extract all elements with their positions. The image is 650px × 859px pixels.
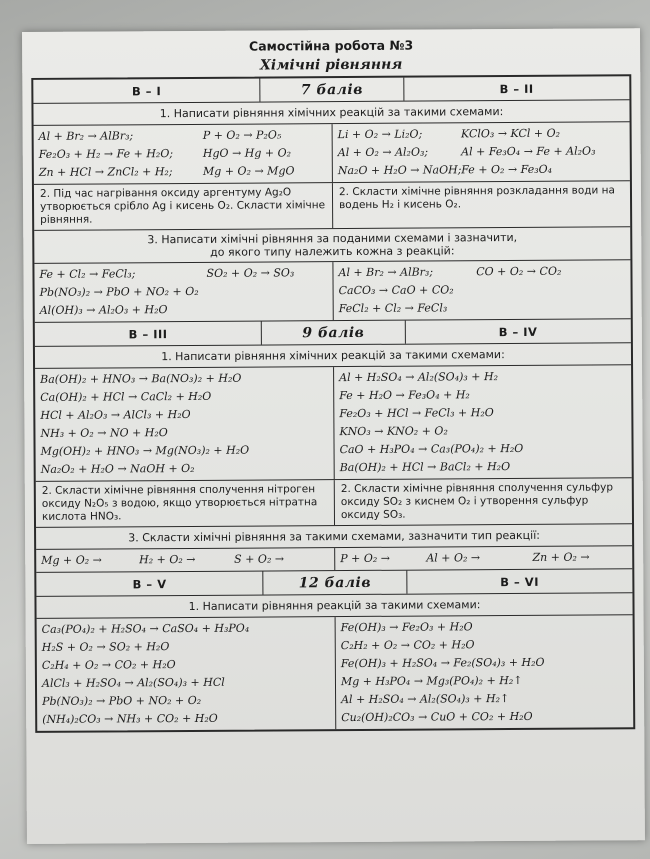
equation: Mg(OH)₂ + HNO₃ → Mg(NO₃)₂ + H₂O [40,443,250,458]
equation: Fe₂O₃ + H₂ → Fe + H₂O; [38,147,174,161]
equation: Pb(NO₃)₂ → PbO + NO₂ + O₂ [42,693,202,708]
task2-text-left: 2. Під час нагрівання оксиду аргентуму Ag₂O утворюється срібло Ag і кисень O₂. Скласти хімічне рівняння. [39,186,326,226]
equation [207,282,328,301]
task3-title [34,227,630,263]
equation: Fe + H₂O → Fe₃O₄ + H₂ [339,388,470,403]
equation: P + O₂ → P₂O₅ [202,128,282,142]
equation: Al + H₂SO₄ → Al₂(SO₄)₃ + H₂↑ [341,692,510,707]
equation: SO₂ + O₂ → SO₃ [206,266,295,280]
equation: Fe(OH)₃ → Fe₂O₃ + H₂O [340,620,473,635]
task2-row [36,478,632,528]
equation: Pb(NO₃)₂ → PbO + NO₂ + O₂ [39,284,199,299]
task3-title-row [34,227,630,264]
task-title: 1. Написати рівняння хімічних реакцій за такими схемами: [161,348,505,364]
page-subtitle: Хімічні рівняння [259,56,403,74]
equation: Ba(OH)₂ + HNO₃ → Ba(NO₃)₂ + H₂O [40,371,242,386]
equations-right [333,365,632,479]
equation: Ca(OH)₂ + HCl → CaCl₂ + H₂O [40,389,212,404]
equation: Al + Br₂ → AlBr₃; [338,265,434,280]
variant-label-5: В – V [132,576,167,591]
equation: Ba(OH)₂ + HCl → BaCl₂ + H₂O [339,460,511,475]
equation: NH₃ + O₂ → NO + H₂O [40,426,168,440]
equation: KClO₃ → KCl + O₂ [460,126,561,141]
equation: Al + Fe₃O₄ → Fe + Al₂O₃ [461,144,596,159]
equation: Al(OH)₃ → Al₂O₃ + H₂O [39,303,168,317]
equation: C₂H₄ + O₂ → CO₂ + H₂O [41,658,176,672]
equations-row [34,260,630,323]
worksheet-table [31,74,635,733]
equation: FeCl₂ + Cl₂ → FeCl₃ [338,301,448,316]
task2-text-right: 2. Скласти хімічне рівняння розкладання води на водень H₂ і кисень O₂. [332,181,630,228]
equations-left [34,262,332,322]
points-label-1: 7 балів [260,78,403,102]
equation: C₂H₂ + O₂ → CO₂ + H₂O [340,638,475,653]
equation: H₂ + O₂ → [139,552,196,567]
equations-row [35,365,632,482]
task2-row [34,181,630,231]
task3-title: 3. Скласти хімічні рівняння за такими схемами, зазначити тип реакції: [128,528,540,545]
variant-header-row-2 [35,319,631,347]
equation [207,300,328,319]
variant-label-2: В – II [403,76,630,100]
equations-right [332,122,630,182]
task-title: 1. Написати рівняння реакцій за такими схемами: [188,598,481,613]
task-title: 1. Написати рівняння хімічних реакцій за такими схемами: [159,105,504,121]
equation: Mg + H₃PO₄ → Mg₃(PO₄)₂ + H₂↑ [340,673,523,689]
equation: Fe + O₂ → Fe₃O₄ [461,162,553,177]
equation: Fe(OH)₃ + H₂SO₄ → Fe₂(SO₄)₃ + H₂O [340,655,545,671]
equations-right [332,260,630,320]
equation: Mg + O₂ → [41,553,102,567]
equations-right [334,546,632,570]
equation: KNO₃ → KNO₂ + O₂ [339,424,448,439]
equation: Zn + HCl → ZnCl₂ + H₂; [38,165,173,179]
equation: P + O₂ → [340,551,391,566]
equation: Cu₂(OH)₂CO₃ → CuO + CO₂ + H₂O [341,709,533,725]
equation: HgO → Hg + O₂ [202,146,292,160]
equations-row [37,615,634,731]
equation: Al + O₂ → Al₂O₃; [337,145,429,160]
variant-header-row-3 [36,569,632,597]
equations-left [36,548,334,572]
points-label-2: 9 балів [261,321,404,345]
equation: HCl + Al₂O₃ → AlCl₃ + H₂O [40,407,191,422]
equation: Al + H₂SO₄ → Al₂(SO₄)₃ + H₂ [339,370,499,385]
variant-header-row-1 [33,76,629,104]
equations-right [335,615,634,729]
variant-label-4: В – IV [404,319,631,343]
equation: Ca₃(PO₄)₂ + H₂SO₄ → CaSO₄ + H₃PO₄ [41,621,250,636]
task2-text-right: 2. Скласти хімічне рівняння сполучення сульфур оксиду SO₂ з киснем O₂ і утворення сульфур оксиду SO₃. [334,478,632,525]
page-title: Самостійна робота №3 [248,37,414,54]
equation: H₂S + O₂ → SO₂ + H₂O [41,640,170,654]
equation: AlCl₃ + H₂SO₄ → Al₂(SO₄)₃ + HCl [41,675,225,690]
equation: (NH₄)₂CO₃ → NH₃ + CO₂ + H₂O [42,711,218,726]
equation: CO + O₂ → CO₂ [476,264,562,279]
equation: Al + Br₂ → AlBr₃; [38,129,134,143]
points-label-3: 12 балів [263,571,406,595]
equation: Fe₂O₃ + HCl → FeCl₃ + H₂O [339,406,494,421]
equations-left [35,367,334,481]
equation: CaO + H₃PO₄ → Ca₃(PO₄)₂ + H₂O [339,441,524,457]
equations-left [34,124,332,184]
equation: Li + O₂ → Li₂O; [337,127,423,142]
task3-title-line: до якого типу належить кожна з реакцій: [210,244,455,259]
equation: Al + O₂ → [426,551,481,565]
variant-label-6: В – VI [406,569,633,593]
worksheet-page [22,28,645,844]
equation: Na₂O₂ + H₂O → NaOH + O₂ [40,461,195,476]
equation: S + O₂ → [234,552,285,566]
equation: Fe + Cl₂ → FeCl₃; [39,267,136,281]
task2-text-left: 2. Скласти хімічне рівняння сполучення нітроген оксиду N₂O₅ з водою, якщо утворюється нітратна кислота HNO₃. [41,483,318,523]
equation: Mg + O₂ → MgO [202,164,295,178]
equation [476,280,625,299]
equation: CaCO₃ → CaO + CO₂ [338,283,454,298]
task3-title-line: 3. Написати хімічні рівняння за поданими схемами і зазначити, [147,230,518,247]
equation: Zn + O₂ → [532,550,590,564]
equation: Na₂O + H₂O → NaOH; [337,163,462,178]
equations-row [34,122,630,185]
variant-label-3: В – III [128,326,168,341]
equations-left [37,617,336,731]
variant-label-1: В – I [131,83,162,98]
equation [476,298,625,317]
